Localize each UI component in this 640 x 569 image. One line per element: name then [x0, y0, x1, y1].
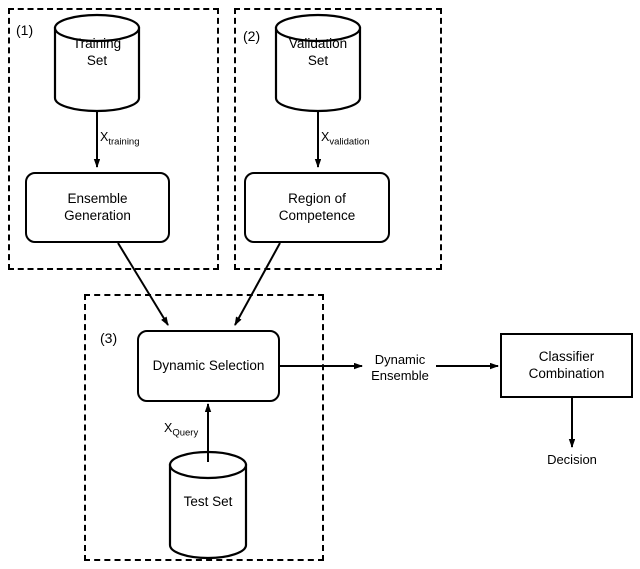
training-set-line1: Training	[72, 36, 122, 51]
region-of-competence-line2: Competence	[278, 207, 356, 223]
x-training-base: X	[100, 130, 109, 144]
group-1-label: (1)	[16, 22, 34, 38]
dynamic-selection-box[interactable]	[137, 330, 280, 402]
x-validation-base: X	[321, 130, 330, 144]
ensemble-generation-line2: Generation	[64, 207, 131, 223]
x-training-sub: training	[108, 136, 140, 148]
dynamic-selection-line1: Dynamic Selection	[152, 357, 265, 373]
validation-set-label	[268, 36, 368, 70]
dynamic-ensemble-line2: Ensemble	[371, 368, 429, 384]
test-set-line1: Test Set	[183, 494, 233, 509]
x-validation-sub: validation	[329, 136, 370, 148]
x-query-label	[164, 421, 198, 439]
ensemble-generation-line1: Ensemble	[67, 190, 128, 206]
x-training-label	[100, 130, 140, 148]
training-set-label	[47, 36, 147, 70]
dynamic-ensemble-label	[364, 352, 436, 385]
validation-set-line2: Set	[307, 52, 329, 68]
group-3-label: (3)	[100, 330, 118, 346]
x-query-base: X	[164, 421, 173, 435]
decision-label	[532, 452, 612, 468]
region-of-competence-box[interactable]	[244, 172, 390, 243]
test-set-label	[158, 494, 258, 511]
classifier-combination-line1: Classifier	[538, 348, 595, 364]
ensemble-generation-box[interactable]	[25, 172, 170, 243]
region-of-competence-line1: Region of	[288, 190, 346, 206]
dynamic-ensemble-line1: Dynamic	[374, 352, 426, 367]
training-set-line2: Set	[86, 52, 108, 68]
classifier-combination-box[interactable]	[500, 333, 633, 398]
x-validation-label	[321, 130, 369, 148]
validation-set-line1: Validation	[288, 36, 348, 51]
x-query-sub: Query	[172, 427, 199, 439]
group-2-label: (2)	[243, 28, 261, 44]
classifier-combination-line2: Combination	[528, 365, 605, 381]
decision-line1: Decision	[547, 452, 597, 467]
